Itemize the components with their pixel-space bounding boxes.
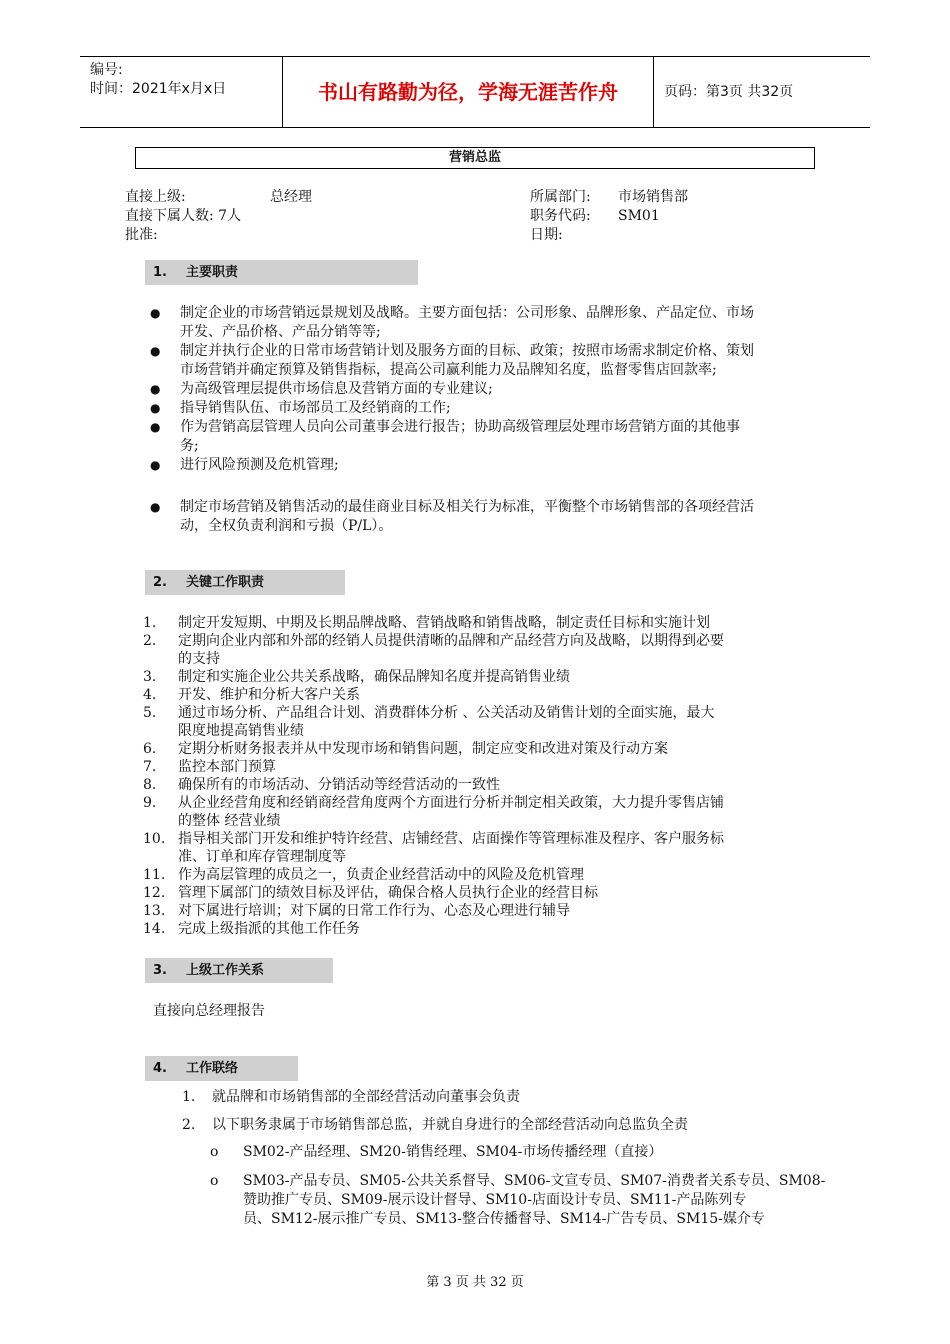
duty-item [150,456,850,475]
sub-item-line: 员、SM12-展示推广专员、SM13-整合传播督导、SM14-广告专员、SM15-媒介专 [243,1211,765,1227]
item-text: 限度地提高销售业绩 [178,723,304,739]
item-text: 定期向企业内部和外部的经销人员提供清晰的品牌和产品经营方向及战略，以期得到必要 [178,633,724,649]
item-text: 通过市场分析、产品组合计划、消费群体分析 、公关活动及销售计划的全面实施，最大 [178,705,715,721]
key-duty-item [143,902,823,920]
duty-line: 制定市场营销及销售活动的最佳商业目标及相关行为标准，平衡整个市场销售部的各项经营活 [180,499,754,515]
item-number: 8. [143,777,157,793]
duty-item [150,380,850,399]
date-label: 时间：2021年x月x日 [90,81,227,97]
code-label: 编号: [90,62,123,78]
item-number: 12. [143,885,166,901]
key-duty-item [143,920,823,938]
motto: 书山有路勤为径，学海无涯苦作舟 [282,57,654,127]
duty-line: 开发、产品价格、产品分销等等; [180,324,381,340]
key-duty-item [143,776,823,794]
job-code-value: SM01 [618,208,660,224]
bullet-icon: ● [150,306,161,320]
key-duty-item [143,740,823,758]
item-text: 监控本部门预算 [178,759,276,775]
section-heading-2 [145,570,345,595]
duty-line: 制定并执行企业的日常市场营销计划及服务方面的目标、政策；按照市场需求制定价格、策划 [180,343,754,359]
liaison-text: 以下职务隶属于市场销售部总监，并就自身进行的全部经营活动向总监负全责 [212,1117,688,1133]
item-number: 7. [143,759,157,775]
section-number: 3. [153,963,167,978]
item-number: 13. [143,903,166,919]
approve-label: 批准: [125,227,158,243]
bullet-icon: ● [150,458,161,472]
item-number: 6. [143,741,157,757]
sub-item-line: SM02-产品经理、SM20-销售经理、SM04-市场传播经理（直接） [243,1144,663,1160]
item-text: 完成上级指派的其他工作任务 [178,921,360,937]
page-footer: 第 3 页 共 32 页 [426,1275,524,1290]
item-text: 制定和实施企业公共关系战略，确保品牌知名度并提高销售业绩 [178,669,570,685]
key-duty-item [143,632,823,668]
item-text: 确保所有的市场活动、分销活动等经营活动的一致性 [178,777,500,793]
section-number: 4. [153,1061,167,1076]
superior-value: 总经理 [270,189,312,205]
item-text: 的整体 经营业绩 [178,813,281,829]
duty-item [150,342,850,380]
duty-item [150,399,850,418]
duty-line: 为高级管理层提供市场信息及营销方面的专业建议; [180,381,493,397]
section-heading-4 [145,1056,298,1081]
section-heading-1 [145,260,418,285]
bullet-icon: ● [150,382,161,396]
dept-label: 所属部门: [530,189,591,205]
bullet-icon: ● [150,500,161,514]
bullet-icon: ● [150,344,161,358]
key-duty-item [143,668,823,686]
duty-line: 动，全权负责利润和亏损（P/L）。 [180,518,393,534]
item-text: 准、订单和库存管理制度等 [178,849,346,865]
key-duty-item [143,758,823,776]
job-code-label: 职务代码: [530,208,591,224]
report-line: 直接向总经理报告 [153,1003,265,1019]
dept-value: 市场销售部 [618,189,688,205]
bullet-icon: ● [150,401,161,415]
key-duty-item [143,794,823,830]
liaison-text: 就品牌和市场销售部的全部经营活动向董事会负责 [212,1089,520,1105]
bullet-icon: ● [150,420,161,434]
duty-line: 指导销售队伍、市场部员工及经销商的工作; [180,400,451,416]
duty-item [150,304,850,342]
item-number: 3. [143,669,157,685]
key-duty-item [143,866,823,884]
item-text: 从企业经营角度和经销商经营角度两个方面进行分析并制定相关政策，大力提升零售店铺 [178,795,724,811]
item-number: 5. [143,705,157,721]
header-meta [90,61,226,99]
duty-line: 进行风险预测及危机管理; [180,457,339,473]
item-text: 的支持 [178,651,220,667]
duty-line: 市场营销并确定预算及销售指标，提高公司赢利能力及品牌知名度，监督零售店回款率; [180,362,717,378]
sub-bullet-icon: o [210,1144,219,1160]
item-number: 9. [143,795,157,811]
section-title: 主要职责 [186,265,239,280]
item-number: 10. [143,831,166,847]
item-text: 制定开发短期、中期及长期品牌战略、营销战略和销售战略，制定责任目标和实施计划 [178,615,710,631]
duty-item [150,418,850,456]
section-title: 工作联络 [186,1061,239,1076]
item-number: 11. [143,867,166,883]
page-header [80,56,870,128]
item-text: 指导相关部门开发和维护特许经营、店铺经营、店面操作等管理标准及程序、客户服务标 [178,831,724,847]
item-number: 14. [143,921,166,937]
section-number: 2. [153,575,167,590]
item-number: 4. [143,687,157,703]
item-text: 定期分析财务报表并从中发现市场和销售问题，制定应变和改进对策及行动方案 [178,741,668,757]
item-number: 2. [143,633,157,649]
duty-item [150,498,850,536]
item-number: 1. [143,615,157,631]
superior-label: 直接上级: [125,189,186,205]
key-duty-item [143,686,823,704]
subordinates: 直接下属人数: 7人 [125,208,242,224]
duty-line: 作为营销高层管理人员向公司董事会进行报告；协助高级管理层处理市场营销方面的其他事 [180,419,740,435]
item-text: 开发、维护和分析大客户关系 [178,687,360,703]
section-heading-3 [145,958,333,983]
sub-item-line: 赞助推广专员、SM09-展示设计督导、SM10-店面设计专员、SM11-产品陈列专 [243,1192,747,1208]
section-title: 上级工作关系 [186,963,265,978]
duty-line: 制定企业的市场营销远景规划及战略。主要方面包括：公司形象、品牌形象、产品定位、市场 [180,305,754,321]
sub-item-line: SM03-产品专员、SM05-公共关系督导、SM06-文宣专员、SM07-消费者关系专员、SM08- [243,1173,826,1189]
section-title: 关键工作职责 [186,575,265,590]
page-label: 页码：第3页 共32页 [664,84,794,100]
key-duty-item [143,830,823,866]
liaison-number: 1. [182,1089,196,1105]
item-text: 对下属进行培训；对下属的日常工作行为、心态及心理进行辅导 [178,903,570,919]
date-field-label: 日期: [530,227,563,243]
duty-line: 务; [180,438,199,454]
item-text: 管理下属部门的绩效目标及评估，确保合格人员执行企业的经营目标 [178,885,598,901]
sub-bullet-icon: o [210,1173,219,1189]
key-duty-item [143,704,823,740]
item-text: 作为高层管理的成员之一，负责企业经营活动中的风险及危机管理 [178,867,584,883]
job-title: 营销总监 [135,147,815,169]
liaison-number: 2. [182,1117,196,1133]
key-duty-item [143,884,823,902]
key-duty-item [143,614,823,632]
section-number: 1. [153,265,167,280]
